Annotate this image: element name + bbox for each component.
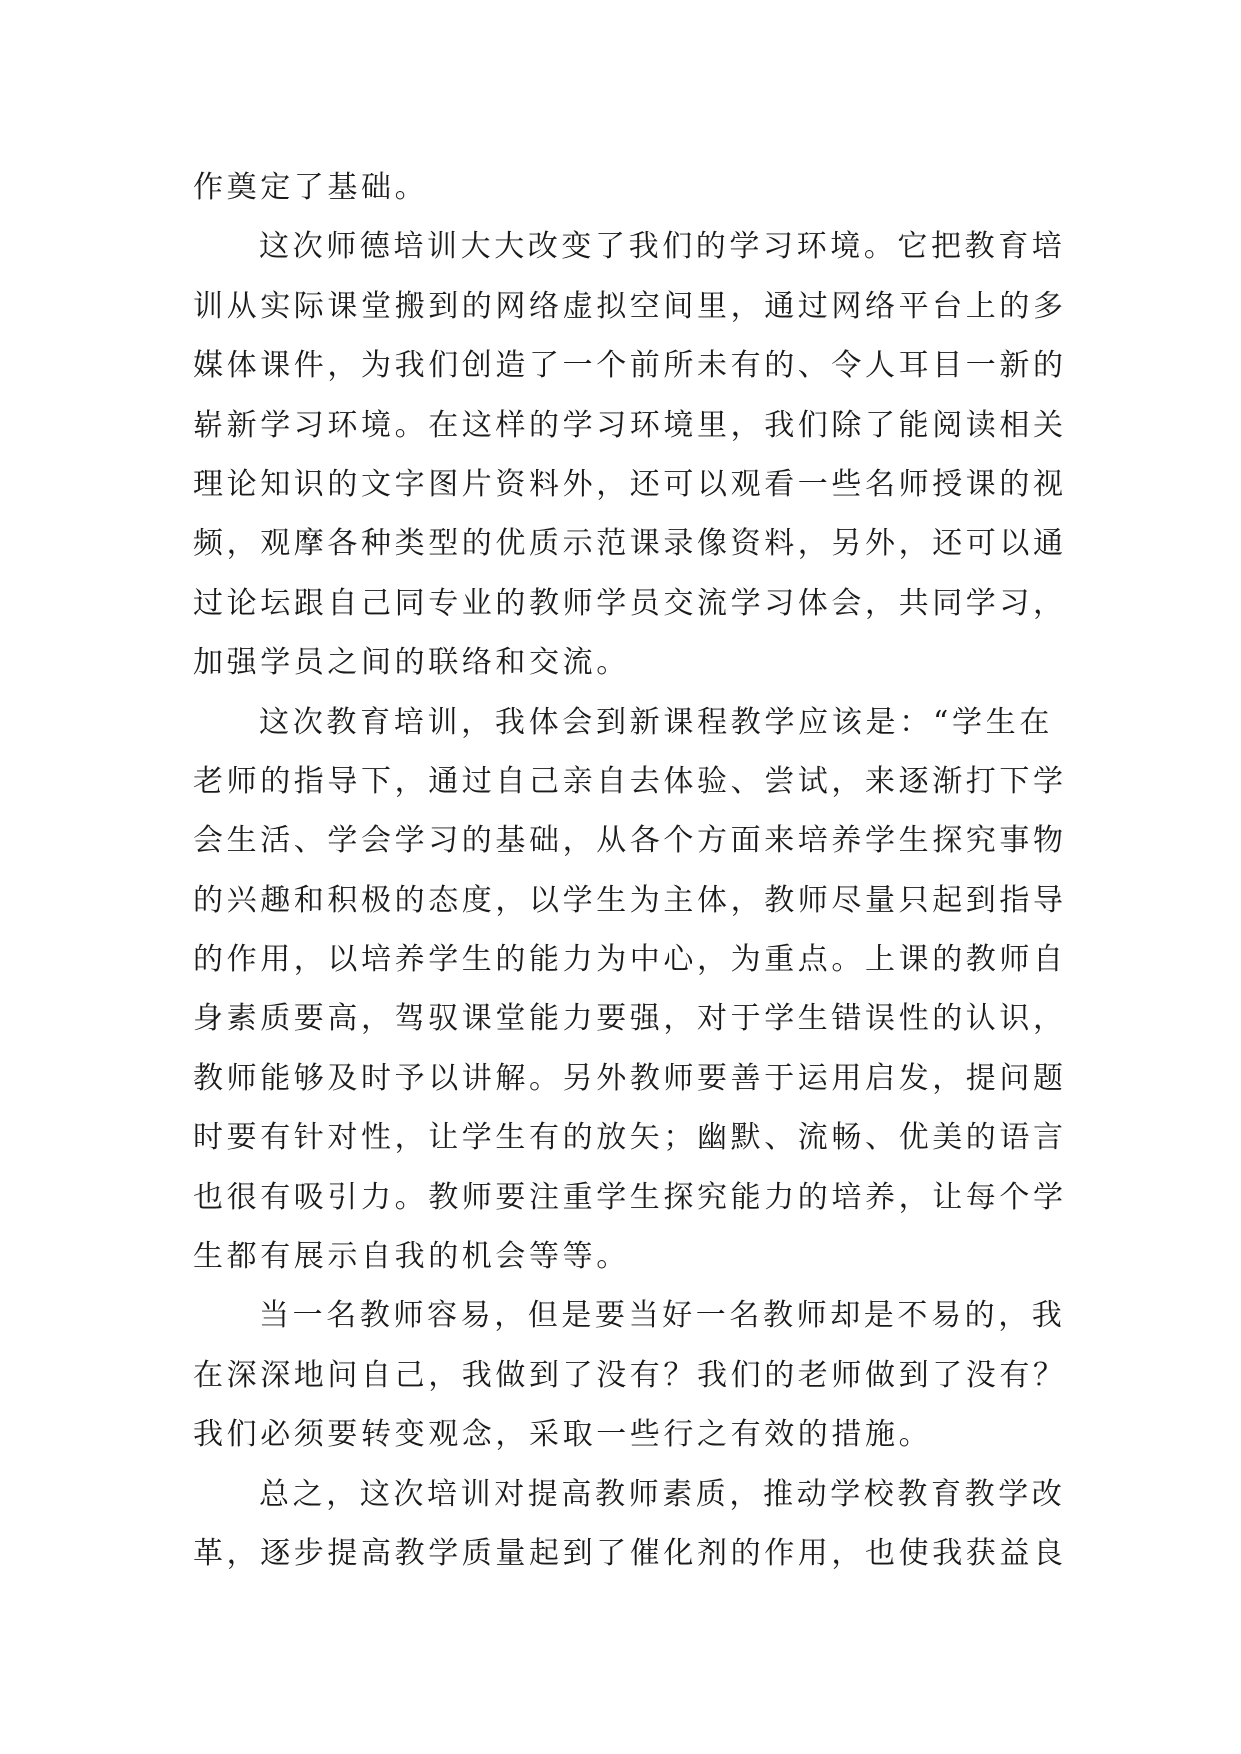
text-line: 的作用，以培养学生的能力为中心，为重点。上课的教师自 bbox=[193, 942, 1067, 978]
paragraph-first-line: 这次师德培训大大改变了我们的学习环境。它把教育培 bbox=[259, 229, 1066, 265]
text-line: 教师能够及时予以讲解。另外教师要善于运用启发，提问题 bbox=[193, 1060, 1067, 1096]
text-line: 频，观摩各种类型的优质示范课录像资料，另外，还可以通 bbox=[193, 526, 1067, 562]
text-line: 理论知识的文字图片资料外，还可以观看一些名师授课的视 bbox=[193, 466, 1067, 502]
text-line: 身素质要高，驾驭课堂能力要强，对于学生错误性的认识， bbox=[193, 1001, 1067, 1037]
document-body bbox=[193, 158, 1067, 1583]
text-line: 的兴趣和积极的态度，以学生为主体，教师尽量只起到指导 bbox=[193, 882, 1067, 918]
text-line: 也很有吸引力。教师要注重学生探究能力的培养，让每个学 bbox=[193, 1179, 1067, 1215]
text-line: 作奠定了基础。 bbox=[193, 170, 429, 205]
text-line: 革，逐步提高教学质量起到了催化剂的作用，也使我获益良 bbox=[193, 1535, 1067, 1571]
paragraph-first-line: 当一名教师容易，但是要当好一名教师却是不易的，我 bbox=[259, 1298, 1066, 1334]
text-line: 老师的指导下，通过自己亲自去体验、尝试，来逐渐打下学 bbox=[193, 763, 1067, 799]
text-line: 生都有展示自我的机会等等。 bbox=[193, 1239, 630, 1275]
text-line: 训从实际课堂搬到的网络虚拟空间里，通过网络平台上的多 bbox=[193, 288, 1067, 324]
paragraph-first-line: 这次教育培训，我体会到新课程教学应该是：“学生在 bbox=[259, 704, 1053, 740]
paragraph-first-line: 总之，这次培训对提高教师素质，推动学校教育教学改 bbox=[259, 1476, 1066, 1512]
text-line: 媒体课件，为我们创造了一个前所未有的、令人耳目一新的 bbox=[193, 348, 1067, 384]
text-line: 时要有针对性，让学生有的放矢；幽默、流畅、优美的语言 bbox=[193, 1120, 1067, 1156]
text-line: 会生活、学会学习的基础，从各个方面来培养学生探究事物 bbox=[193, 823, 1067, 859]
text-line: 崭新学习环境。在这样的学习环境里，我们除了能阅读相关 bbox=[193, 407, 1067, 443]
text-line: 加强学员之间的联络和交流。 bbox=[193, 645, 630, 681]
text-line: 过论坛跟自己同专业的教师学员交流学习体会，共同学习， bbox=[193, 585, 1067, 621]
text-line: 在深深地问自己，我做到了没有？我们的老师做到了没有？ bbox=[193, 1357, 1067, 1393]
text-line: 我们必须要转变观念，采取一些行之有效的措施。 bbox=[193, 1417, 933, 1453]
